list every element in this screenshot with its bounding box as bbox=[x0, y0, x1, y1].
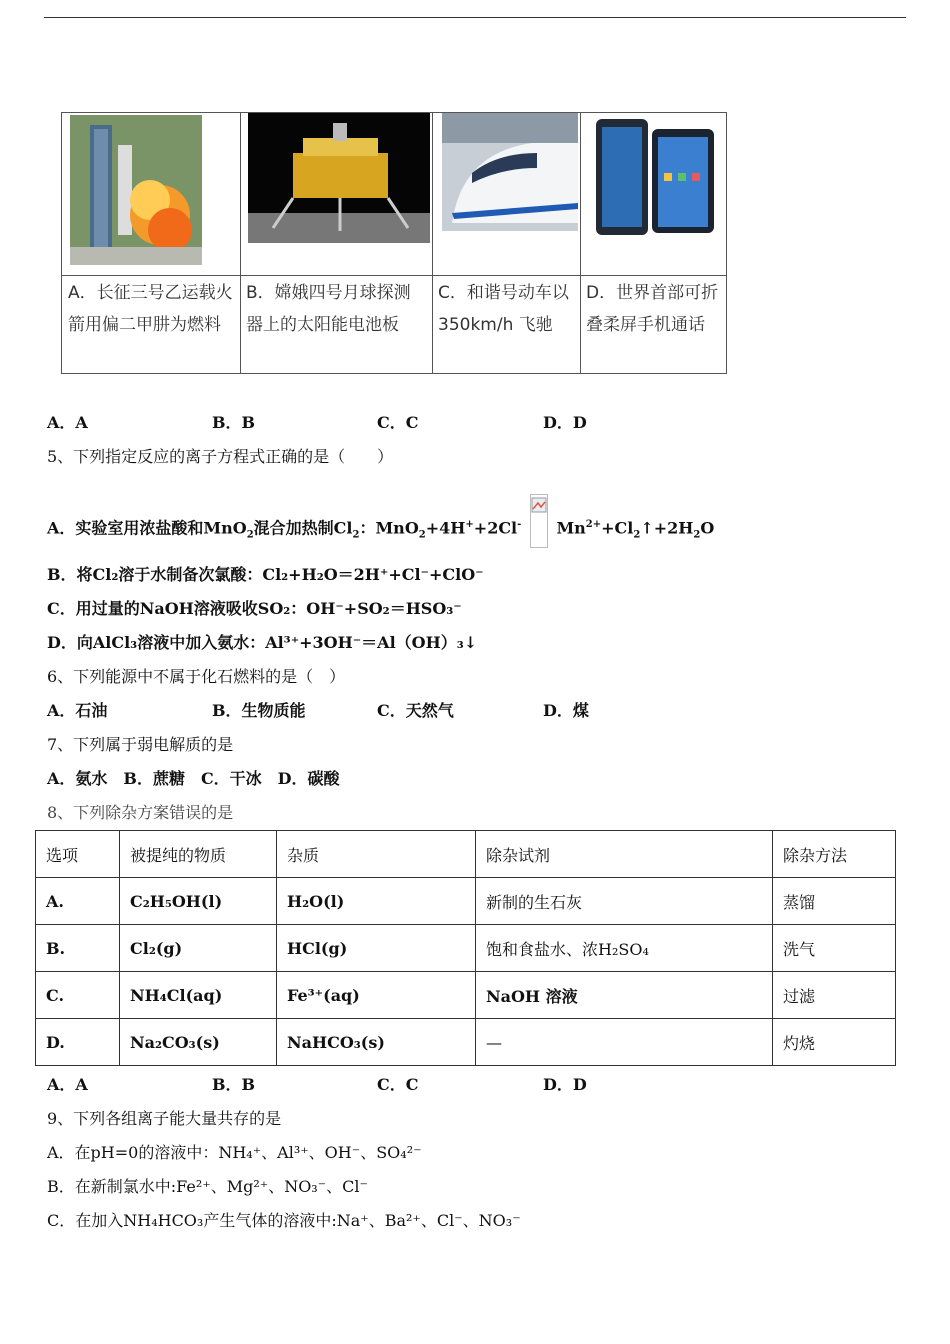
header-cell: 选项 bbox=[36, 831, 120, 878]
header-cell: 被提纯的物质 bbox=[120, 831, 277, 878]
table-cell: NaHCO₃(s) bbox=[277, 1019, 476, 1066]
q9-option-a[interactable]: A．在pH=0的溶液中：NH₄⁺、Al³⁺、OH⁻、SO₄²⁻ bbox=[47, 1143, 422, 1162]
table-cell: NH₄Cl(aq) bbox=[120, 972, 277, 1019]
broken-image-icon bbox=[530, 494, 548, 548]
q9-option-c[interactable]: C．在加入NH₄HCO₃产生气体的溶液中:Na⁺、Ba²⁺、Cl⁻、NO₃⁻ bbox=[47, 1211, 521, 1230]
header-cell: 除杂方法 bbox=[773, 831, 896, 878]
q5-option-c[interactable]: C．用过量的NaOH溶液吸收SO₂：OH⁻+SO₂＝HSO₃⁻ bbox=[47, 599, 462, 618]
table-cell: A. bbox=[36, 878, 120, 925]
table-row bbox=[36, 878, 896, 925]
bullet-train-image bbox=[442, 113, 578, 231]
table-cell: HCl(g) bbox=[277, 925, 476, 972]
q7-options[interactable]: A．氨水 B．蔗糖 C．干冰 D．碳酸 bbox=[47, 769, 340, 788]
table-cell: D. bbox=[36, 1019, 120, 1066]
image-table bbox=[61, 112, 727, 374]
q5-option-b[interactable]: B．将Cl₂溶于水制备次氯酸：Cl₂+H₂O＝2H⁺+Cl⁻+ClO⁻ bbox=[47, 565, 484, 584]
caption-a: A．长征三号乙运载火箭用偏二甲肼为燃料 bbox=[68, 283, 233, 335]
q6-option-a[interactable]: A．石油 bbox=[47, 701, 108, 720]
caption-c: C．和谐号动车以350km/h 飞驰 bbox=[438, 283, 569, 335]
table-cell: Na₂CO₃(s) bbox=[120, 1019, 277, 1066]
table-cell: Fe³⁺(aq) bbox=[277, 972, 476, 1019]
q8-option-a[interactable]: A．A bbox=[47, 1075, 88, 1094]
q6-stem: 6、下列能源中不属于化石燃料的是（ ） bbox=[47, 667, 346, 686]
table-cell: 过滤 bbox=[773, 972, 896, 1019]
q4-option-b[interactable]: B．B bbox=[212, 413, 256, 432]
q8-stem: 8、下列除杂方案错误的是 bbox=[47, 803, 234, 822]
caption-b: B．嫦娥四号月球探测器上的太阳能电池板 bbox=[246, 283, 411, 335]
q9-option-b[interactable]: B．在新制氯水中:Fe²⁺、Mg²⁺、NO₃⁻、Cl⁻ bbox=[47, 1177, 368, 1196]
q5-option-a[interactable]: A．实验室用浓盐酸和MnO$_2$混合加热制$Cl_2$：MnO$_2$+4H++2Cl- $Mn^{2+}+Cl_2↑+2H_2O$ bbox=[47, 502, 714, 556]
q6-option-d[interactable]: D．煤 bbox=[543, 701, 589, 720]
q4-option-a[interactable]: A．A bbox=[47, 413, 88, 432]
table-cell: B. bbox=[36, 925, 120, 972]
folding-phone-image bbox=[588, 113, 724, 241]
q5-stem: 5、下列指定反应的离子方程式正确的是（ ） bbox=[47, 447, 394, 466]
header-cell: 除杂试剂 bbox=[476, 831, 773, 878]
table-cell: H₂O(l) bbox=[277, 878, 476, 925]
q6-option-c[interactable]: C．天然气 bbox=[377, 701, 454, 720]
table-cell: NaOH 溶液 bbox=[476, 972, 773, 1019]
q4-option-c[interactable]: C．C bbox=[377, 413, 419, 432]
table-cell: 洗气 bbox=[773, 925, 896, 972]
caption-d: D．世界首部可折叠柔屏手机通话 bbox=[586, 283, 719, 335]
q8-option-c[interactable]: C．C bbox=[377, 1075, 419, 1094]
header-cell: 杂质 bbox=[277, 831, 476, 878]
rocket-launch-image bbox=[70, 115, 202, 265]
q4-option-d[interactable]: D．D bbox=[543, 413, 587, 432]
header-rule bbox=[44, 17, 906, 18]
table-cell: 蒸馏 bbox=[773, 878, 896, 925]
q9-stem: 9、下列各组离子能大量共存的是 bbox=[47, 1109, 282, 1128]
table-row bbox=[36, 1019, 896, 1066]
q8-option-b[interactable]: B．B bbox=[212, 1075, 256, 1094]
table-row bbox=[36, 972, 896, 1019]
table-header-row bbox=[36, 831, 896, 878]
table-cell: 灼烧 bbox=[773, 1019, 896, 1066]
table-cell: C₂H₅OH(l) bbox=[120, 878, 277, 925]
table-cell: — bbox=[476, 1019, 773, 1066]
table-cell: Cl₂(g) bbox=[120, 925, 277, 972]
table-cell: C. bbox=[36, 972, 120, 1019]
q7-stem: 7、下列属于弱电解质的是 bbox=[47, 735, 234, 754]
q8-table bbox=[35, 830, 896, 1066]
table-cell: 饱和食盐水、浓H₂SO₄ bbox=[476, 925, 773, 972]
table-cell: 新制的生石灰 bbox=[476, 878, 773, 925]
q6-option-b[interactable]: B．生物质能 bbox=[212, 701, 306, 720]
table-row bbox=[36, 925, 896, 972]
q5-option-d[interactable]: D．向AlCl₃溶液中加入氨水：Al³⁺+3OH⁻＝Al（OH）₃↓ bbox=[47, 633, 478, 652]
q8-option-d[interactable]: D．D bbox=[543, 1075, 587, 1094]
lunar-probe-image bbox=[248, 113, 430, 243]
